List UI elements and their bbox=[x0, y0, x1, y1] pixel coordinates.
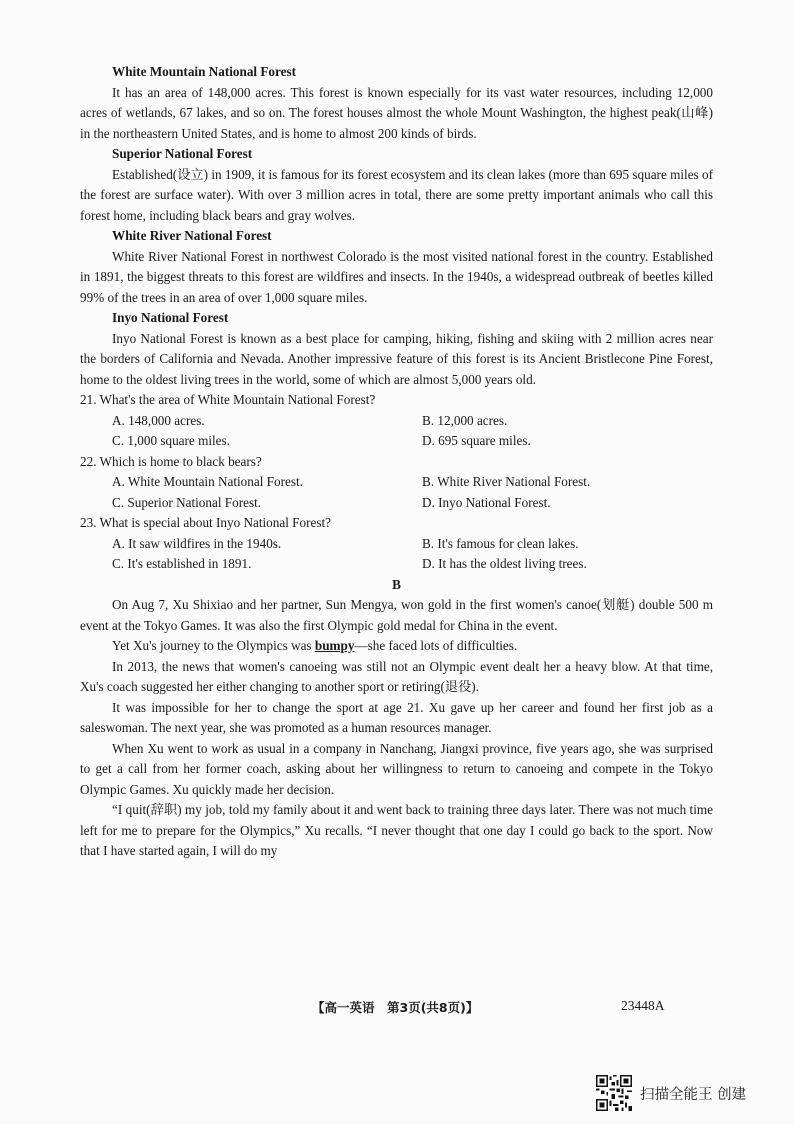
question-stem: 22. Which is home to black bears? bbox=[80, 453, 262, 469]
option-b: B. White River National Forest. bbox=[422, 474, 591, 489]
paragraph: When Xu went to work as usual in a company in Nanchang, Jiangxi province, five years ago, she was surprised to get a call from her former coach, asking about her willingness to return to canoeing and compete in the Tokyo Olympic Games. Xu quickly made her decision. bbox=[80, 740, 713, 797]
question bbox=[80, 390, 713, 452]
option-d: D. It has the oldest living trees. bbox=[422, 556, 587, 571]
exam-code: 23448A bbox=[621, 998, 665, 1013]
option-d: D. Inyo National Forest. bbox=[422, 494, 551, 510]
option-a: A. 148,000 acres. bbox=[112, 412, 205, 428]
section-text: Established(设立) in 1909, it is famous for its forest ecosystem and its clean lakes (more than 695 square miles of the forest are surface water). With over 3 million acres in total, there are some pretty important animals who call this forest home, including black bears and gray wolves. bbox=[80, 166, 713, 223]
questions bbox=[80, 390, 713, 575]
option-a: A. It saw wildfires in the 1940s. bbox=[112, 535, 282, 551]
section-text: It has an area of 148,000 acres. This forest is known especially for its vast water resources, including 12,000 acres of wetlands, 67 lakes, and so on. The forest houses almost the whole Mount Washington, the highest peak(山峰) in the northeastern United States, and is home to almost 200 kinds of birds. bbox=[80, 84, 713, 141]
question bbox=[80, 452, 713, 514]
forest-section bbox=[80, 226, 713, 308]
passage-b bbox=[80, 595, 713, 862]
exam-page bbox=[80, 62, 713, 862]
paragraph bbox=[80, 636, 713, 657]
paragraph: On Aug 7, Xu Shixiao and her partner, Sun Mengya, won gold in the first women's canoe(划艇) double 500 m event at the Tokyo Games. It was also the first Olympic gold medal for China in the event. bbox=[80, 597, 713, 633]
section-title: White Mountain National Forest bbox=[112, 64, 297, 79]
forest-section bbox=[80, 144, 713, 226]
option-a: A. White Mountain National Forest. bbox=[112, 474, 303, 489]
paragraph: In 2013, the news that women's canoeing was still not an Olympic event dealt her a heavy blow. At that time, Xu's coach suggested her either changing to another sport or retiring(退役). bbox=[80, 658, 713, 694]
text-fragment: Yet Xu's journey to the Olympics was bbox=[112, 638, 315, 653]
question-stem: 23. What is special about Inyo National Forest? bbox=[80, 515, 331, 530]
page-footer bbox=[0, 998, 794, 1020]
question-stem: 21. What's the area of White Mountain National Forest? bbox=[80, 392, 376, 407]
section-text: White River National Forest in northwest Colorado is the most visited national forest in the country. Established in 1891, the biggest threats to this forest are wildfires and insects. In the 1940s, a widespread outbreak of beetles killed 99% of the trees in an area of over 1,000 square miles. bbox=[80, 248, 713, 305]
option-b: B. It's famous for clean lakes. bbox=[422, 535, 579, 551]
watermark-text: 扫描全能王 创建 bbox=[640, 1086, 747, 1103]
section-title: White River National Forest bbox=[112, 228, 272, 243]
passage-a bbox=[80, 62, 713, 390]
paragraph: It was impossible for her to change the sport at age 21. Xu gave up her career and found her first job as a saleswoman. The next year, she was promoted as a human resources manager. bbox=[80, 699, 713, 735]
option-c: C. Superior National Forest. bbox=[112, 494, 262, 510]
underlined-word: bumpy bbox=[314, 638, 355, 653]
option-c: C. 1,000 square miles. bbox=[112, 433, 230, 448]
option-c: C. It's established in 1891. bbox=[112, 556, 252, 571]
section-title: Inyo National Forest bbox=[112, 310, 229, 325]
section-b-label: B bbox=[392, 576, 401, 592]
option-b: B. 12,000 acres. bbox=[422, 412, 508, 428]
question bbox=[80, 513, 713, 575]
page-label: 【高一英语 第3页(共8页)】 bbox=[312, 1000, 479, 1015]
section-title: Superior National Forest bbox=[112, 146, 253, 161]
scanner-watermark bbox=[596, 1074, 786, 1112]
qr-code-icon bbox=[596, 1075, 632, 1111]
text-fragment: —she faced lots of difficulties. bbox=[354, 638, 518, 653]
paragraph: “I quit(辞职) my job, told my family about it and went back to training three days later. There was not much time left for me to prepare for the Olympics,” Xu recalls. “I never thought that one day I could go back to the sport. Now that I have started again, I will do my bbox=[80, 802, 713, 858]
section-text: Inyo National Forest is known as a best place for camping, hiking, fishing and skiing with 2 million acres near the borders of California and Nevada. Another impressive feature of this forest is its Ancient Bristlecone Pine Forest, home to the oldest living trees in the world, some of which are almost 5,000 years old. bbox=[80, 330, 713, 387]
option-d: D. 695 square miles. bbox=[422, 433, 531, 448]
forest-section bbox=[80, 62, 713, 144]
forest-section bbox=[80, 308, 713, 390]
